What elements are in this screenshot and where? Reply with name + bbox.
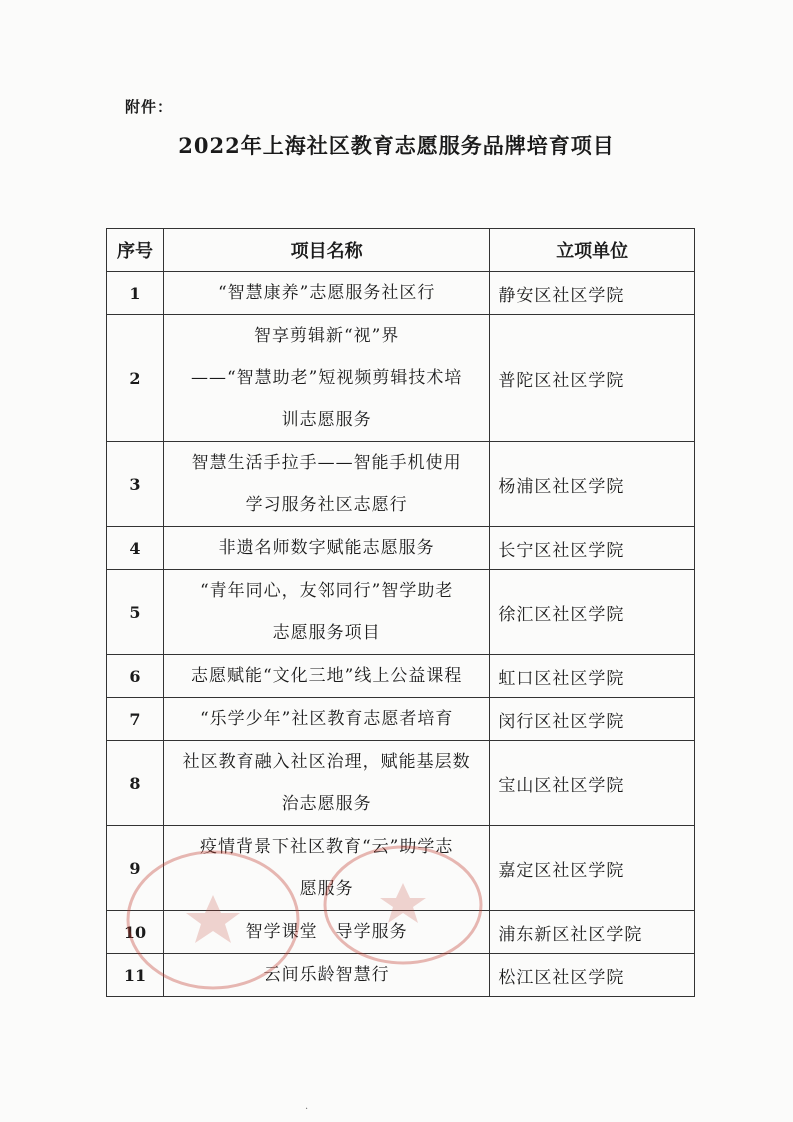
row-index: 4 (107, 527, 164, 570)
project-name-line: 智慧生活手拉手——智能手机使用 (191, 453, 462, 473)
project-name-cell (163, 570, 489, 655)
table-row (107, 911, 695, 954)
table-row (107, 315, 695, 442)
project-name-line: 非遗名师数字赋能志愿服务 (218, 538, 435, 558)
project-unit-cell: 长宁区社区学院 (490, 527, 695, 570)
table-row (107, 698, 695, 741)
table-row (107, 655, 695, 698)
project-unit-cell: 宝山区社区学院 (490, 741, 695, 826)
page-title: 2022年上海社区教育志愿服务品牌培育项目 (178, 133, 615, 158)
project-name-cell (163, 954, 489, 997)
table-row (107, 570, 695, 655)
table-row (107, 954, 695, 997)
project-unit-cell: 普陀区社区学院 (490, 315, 695, 442)
project-name-cell (163, 826, 489, 911)
project-unit-cell: 浦东新区社区学院 (490, 911, 695, 954)
project-name-line: 愿服务 (299, 879, 354, 899)
project-unit-cell: 嘉定区社区学院 (490, 826, 695, 911)
table-row (107, 527, 695, 570)
project-name-line: 智享剪辑新“视”界 (253, 326, 400, 346)
row-index: 3 (107, 442, 164, 527)
project-name-cell (163, 315, 489, 442)
project-name-line: 训志愿服务 (281, 410, 372, 430)
row-index: 10 (107, 911, 164, 954)
table-row (107, 741, 695, 826)
project-unit-cell: 松江区社区学院 (490, 954, 695, 997)
row-index: 8 (107, 741, 164, 826)
row-index: 9 (107, 826, 164, 911)
project-name-line: “乐学少年”社区教育志愿者培育 (199, 709, 454, 729)
project-name-line: 志愿服务项目 (272, 623, 381, 643)
row-index: 7 (107, 698, 164, 741)
table-header-row (107, 229, 695, 272)
project-name-line: 学习服务社区志愿行 (245, 495, 408, 515)
project-unit-cell: 虹口区社区学院 (490, 655, 695, 698)
row-index: 5 (107, 570, 164, 655)
project-unit-cell: 杨浦区社区学院 (490, 442, 695, 527)
table-row (107, 442, 695, 527)
project-name-cell (163, 655, 489, 698)
attachment-label: 附件： (125, 98, 174, 116)
column-header-index: 序号 (107, 229, 164, 272)
column-header-name: 项目名称 (163, 229, 489, 272)
scan-mark: · (305, 1104, 309, 1115)
column-header-unit: 立项单位 (490, 229, 695, 272)
project-name-line: 疫情背景下社区教育“云”助学志 (199, 837, 454, 857)
project-unit-cell: 闵行区社区学院 (490, 698, 695, 741)
row-index: 6 (107, 655, 164, 698)
project-name-cell (163, 911, 489, 954)
project-name-line: 治志愿服务 (281, 794, 372, 814)
project-name-cell (163, 272, 489, 315)
project-name-cell (163, 698, 489, 741)
row-index: 1 (107, 272, 164, 315)
project-name-cell (163, 527, 489, 570)
project-name-cell (163, 442, 489, 527)
table-body (107, 272, 695, 997)
table-row (107, 272, 695, 315)
project-name-cell (163, 741, 489, 826)
project-unit-cell: 静安区社区学院 (490, 272, 695, 315)
project-unit-cell: 徐汇区社区学院 (490, 570, 695, 655)
project-name-line: “智慧康养”志愿服务社区行 (217, 283, 436, 303)
project-name-line: ——“智慧助老”短视频剪辑技术培 (190, 368, 463, 388)
table-row (107, 826, 695, 911)
project-name-line: 志愿赋能“文化三地”线上公益课程 (190, 666, 463, 686)
row-index: 2 (107, 315, 164, 442)
project-name-line: 云间乐龄智慧行 (263, 965, 390, 985)
project-name-line: “青年同心，友邻同行”智学助老 (199, 581, 454, 601)
project-table (106, 228, 695, 997)
project-name-line: 社区教育融入社区治理，赋能基层数 (182, 752, 471, 772)
row-index: 11 (107, 954, 164, 997)
project-name-line: 智学课堂 导学服务 (245, 922, 408, 942)
